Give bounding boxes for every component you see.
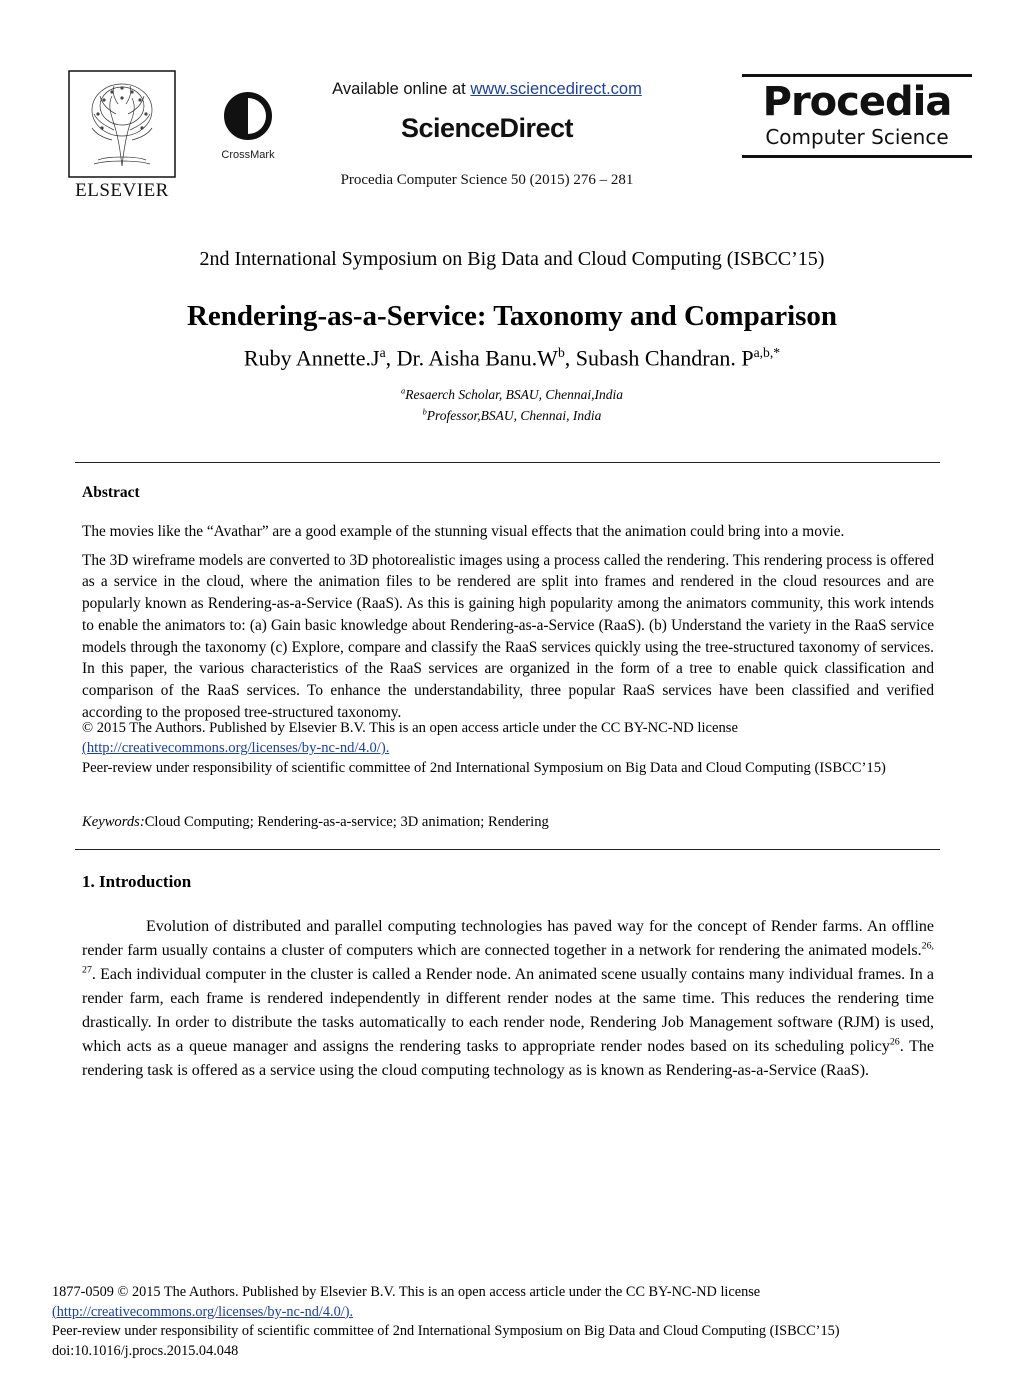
available-online-line <box>252 80 722 99</box>
author-1-affil-marker: a <box>379 345 386 360</box>
affiliation-2-text: Professor,BSAU, Chennai, India <box>426 407 602 423</box>
section-1-text-part-2: . Each individual computer in the cluster is called a Render node. An animated scene usually contains many individual frames. In a render farm, each frame is rendered independently in different render nodes at the same time. This reduces the rendering time drastically. In order to distribute the tasks automatically to each render node, Rendering Job Management software (RJM) is used, which acts as a queue manager and assigns the rendering tasks to appropriate render nodes based on its scheduling policy <box>82 966 934 1055</box>
affiliation-2-marker: b <box>422 407 427 417</box>
conference-line: 2nd International Symposium on Big Data and Cloud Computing (ISBCC’15) <box>199 248 825 270</box>
footer-line-1: 1877-0509 © 2015 The Authors. Published by Elsevier B.V. This is an open access article under the CC BY-NC-ND license <box>52 1284 761 1300</box>
citation-ref-2[interactable]: 26 <box>889 1036 900 1048</box>
page-footer <box>52 1283 952 1362</box>
keywords-label: Keywords: <box>82 814 145 830</box>
procedia-rule-bottom <box>742 155 972 158</box>
copyright-line: © 2015 The Authors. Published by Elsevier B.V. This is an open access article under the CC BY-NC-ND license <box>82 720 738 736</box>
available-online-text: Available online at <box>332 80 471 98</box>
elsevier-logo <box>62 70 182 202</box>
affiliation-2 <box>52 406 972 427</box>
author-2: , Dr. Aisha Banu.W <box>385 345 558 371</box>
journal-reference: Procedia Computer Science 50 (2015) 276 – 281 <box>340 172 634 188</box>
masthead <box>52 60 972 220</box>
footer-line-3: Peer-review under responsibility of scientific committee of 2nd International Symposium on Big Data and Cloud Computing (ISBCC’15) <box>52 1323 840 1340</box>
abstract-heading: Abstract <box>82 484 140 501</box>
sciencedirect-block <box>252 80 722 189</box>
author-list <box>52 345 972 371</box>
section-1-body <box>82 915 934 1083</box>
affiliation-1 <box>52 385 972 406</box>
section-1-text-part-3: . The rendering task is offered as a service using the cloud computing technology as is known as Rendering-as-a-Service (RaaS). <box>82 1038 934 1079</box>
abstract-top-rule <box>75 462 940 463</box>
abstract-body <box>82 521 934 730</box>
citation-ref-1[interactable]: 26, 27 <box>82 940 934 976</box>
footer-doi: doi:10.1016/j.procs.2015.04.048 <box>52 1343 239 1360</box>
procedia-wordmark: Procedia <box>762 79 952 125</box>
abstract-paragraph-1: The movies like the “Avathar” are a good example of the stunning visual effects that the animation could bring into a movie. <box>82 523 845 540</box>
keywords <box>82 814 934 831</box>
section-1-paragraph <box>82 915 934 1083</box>
page-title: Rendering-as-a-Service: Taxonomy and Comparison <box>186 300 838 332</box>
affiliation-1-text: Resaerch Scholar, BSAU, Chennai,India <box>405 387 623 402</box>
author-1: Ruby Annette.J <box>243 345 380 371</box>
author-3: , Subash Chandran. P <box>564 345 754 371</box>
elsevier-tree-icon <box>68 70 176 178</box>
section-1-text-part-1: Evolution of distributed and parallel computing technologies has paved way for the concept of Render farms. An offline render farm usually contains a cluster of computers which are connected together in a network for rendering the animated models. <box>82 918 934 959</box>
sciencedirect-url-link[interactable]: www.sciencedirect.com <box>470 80 642 98</box>
procedia-rule-top <box>742 74 972 77</box>
procedia-logo <box>742 74 972 158</box>
abstract-bottom-rule <box>75 849 940 850</box>
crossmark-label: CrossMark <box>221 149 275 161</box>
author-3-affil-marker: a,b,* <box>753 345 781 360</box>
section-1-heading: 1. Introduction <box>82 872 192 891</box>
affiliation-1-marker: a <box>401 386 406 396</box>
procedia-subtitle: Computer Science <box>765 125 949 149</box>
abstract-paragraph-2: The 3D wireframe models are converted to 3D photorealistic images using a process called the rendering. This rendering process is offered as a service in the cloud, where the animation files to be rendered are split into frames and rendered in the cloud resources and are popularly known as Rendering-as-a-Service (RaaS). As this is gaining high popularity among the animators community, this work intends to enable the animators to: (a) Gain basic knowledge about Rendering-as-a-Service (RaaS). (b) Understand the variety in the RaaS service models through the taxonomy (c) Explore, compare and classify the RaaS services quickly using the tree-structured taxonomy of services. In this paper, the various characteristics of the RaaS services are organized in the form of a tree to enable quick classification and comparison of the RaaS services. To enhance the understandability, three popular RaaS services have been classified and verified according to the proposed tree-structured taxonomy. <box>82 551 934 721</box>
elsevier-wordmark: ELSEVIER <box>75 180 169 201</box>
sciencedirect-wordmark: ScienceDirect <box>400 113 574 143</box>
copyright-block <box>82 718 934 778</box>
license-url-link[interactable]: (http://creativecommons.org/licenses/by-nc-nd/4.0/). <box>82 740 390 757</box>
affiliations <box>52 385 972 427</box>
author-2-affil-marker: b <box>557 345 565 360</box>
footer-license-link[interactable]: (http://creativecommons.org/licenses/by-nc-nd/4.0/). <box>52 1303 354 1320</box>
keywords-value: Cloud Computing; Rendering-as-a-service; 3D animation; Rendering <box>144 814 549 830</box>
peer-review-line: Peer-review under responsibility of scientific committee of 2nd International Symposium on Big Data and Cloud Computing (ISBCC’15) <box>82 760 886 777</box>
